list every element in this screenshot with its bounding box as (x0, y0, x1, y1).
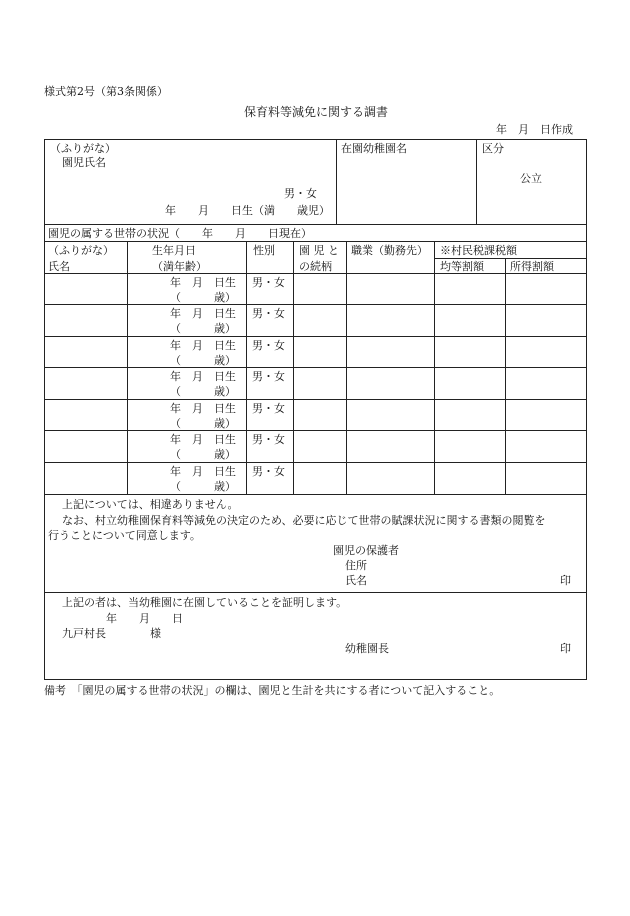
category-value: 公立 (520, 172, 542, 185)
row-age: （ 歳） (170, 448, 236, 461)
row-age: （ 歳） (170, 417, 236, 430)
row-birth: 年 月 日生 (170, 402, 236, 415)
col-tax-equal: 均等割額 (440, 260, 484, 273)
kindergarten-name-label: 在園幼稚園名 (341, 142, 407, 155)
row-gender: 男・女 (252, 370, 285, 383)
col-relation-1: 園 児 と (299, 244, 339, 257)
page-title: 保育料等減免に関する調書 (244, 105, 389, 119)
col-gender: 性別 (253, 244, 275, 257)
row-gender: 男・女 (252, 339, 285, 352)
certification-addressee: 九戸村長 様 (62, 627, 161, 640)
row-age: （ 歳） (170, 291, 236, 304)
guardian-address-label: 住所 (345, 559, 367, 572)
row-gender: 男・女 (252, 276, 285, 289)
child-gender-options: 男・女 (284, 187, 317, 200)
child-birthdate-label: 年 月 日生（満 歳児） (165, 204, 330, 217)
consent-line-3: 行うことについて同意します。 (48, 529, 201, 542)
guardian-name-label: 氏名 (345, 574, 367, 587)
consent-line-2: なお、村立幼稚園保育料等減免の決定のため、必要に応じて世帯の賦課状況に関する書類の閲覧を (62, 514, 546, 527)
row-gender: 男・女 (252, 433, 285, 446)
created-date-label: 年 月 日作成 (496, 123, 573, 136)
col-job: 職業（勤務先） (351, 244, 428, 257)
child-furigana-label: （ふりがな） (50, 142, 116, 155)
row-birth: 年 月 日生 (170, 339, 236, 352)
row-gender: 男・女 (252, 307, 285, 320)
row-birth: 年 月 日生 (170, 433, 236, 446)
row-gender: 男・女 (252, 465, 285, 478)
category-label: 区分 (482, 142, 504, 155)
guardian-label: 園児の保護者 (333, 544, 399, 557)
note: 備考 「園児の属する世帯の状況」の欄は、園児と生計を共にする者について記入すること。 (44, 684, 501, 697)
certification-line-1: 上記の者は、当幼稚園に在園していることを証明します。 (62, 596, 348, 609)
row-age: （ 歳） (170, 385, 236, 398)
row-age: （ 歳） (170, 322, 236, 335)
row-birth: 年 月 日生 (170, 465, 236, 478)
col-age: （満年齢） (152, 260, 207, 273)
principal-seal: 印 (560, 642, 571, 655)
col-birth: 生年月日 (152, 244, 196, 257)
child-name-label: 園児氏名 (62, 156, 106, 169)
row-birth: 年 月 日生 (170, 370, 236, 383)
guardian-seal: 印 (560, 574, 571, 587)
principal-label: 幼稚園長 (345, 642, 389, 655)
household-heading: 園児の属する世帯の状況（ 年 月 日現在） (48, 227, 312, 240)
col-tax: ※村民税課税額 (440, 244, 517, 257)
col-relation-2: の続柄 (299, 260, 332, 273)
col-furigana: （ふりがな） (48, 244, 114, 257)
row-birth: 年 月 日生 (170, 307, 236, 320)
form-number: 様式第2号（第3条関係） (44, 85, 168, 98)
consent-line-1: 上記については、相違ありません。 (62, 498, 239, 511)
row-birth: 年 月 日生 (170, 276, 236, 289)
row-age: （ 歳） (170, 480, 236, 493)
certification-date: 年 月 日 (106, 612, 183, 625)
col-name: 氏名 (48, 260, 70, 273)
col-tax-income: 所得割額 (510, 260, 554, 273)
row-age: （ 歳） (170, 354, 236, 367)
row-gender: 男・女 (252, 402, 285, 415)
